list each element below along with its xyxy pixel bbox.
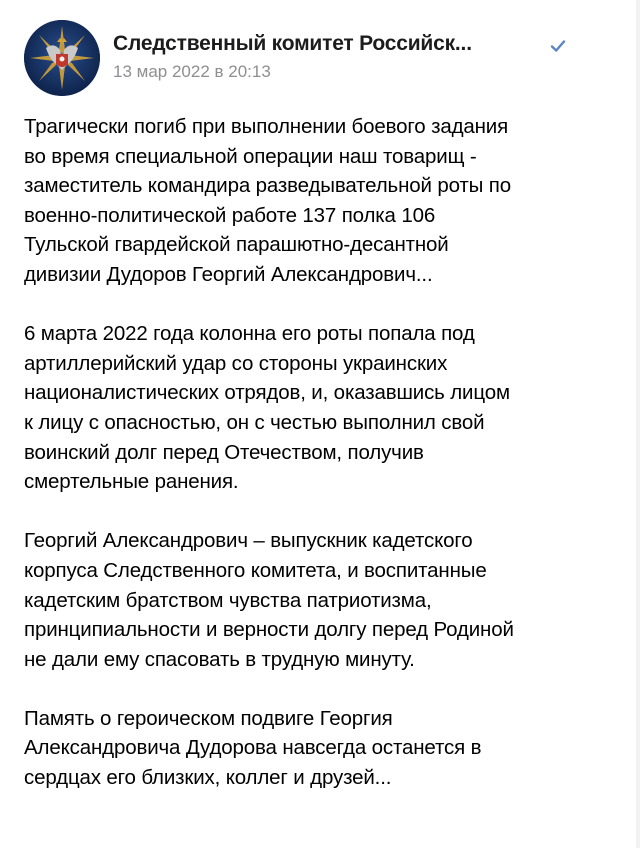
post-paragraph-2: 6 марта 2022 года колонна его роты попала под артиллерийский удар со стороны украинских националистических отрядов, и, оказавшись лицом к лицу с опасностью, он с честью выполнил свой воинский долг перед Отечеством, получив смертельные ранения. [24,322,510,494]
post-paragraph-4: Память о героическом подвиге Георгия Александровича Дудорова навсегда останется в сердцах его близких, коллег и друзей... [24,706,482,790]
emblem-icon [24,20,100,96]
scrollbar[interactable] [636,0,640,848]
post-paragraph-3: Георгий Александрович – выпускник кадетского корпуса Следственного комитета, и воспитанные кадетским братством чувства патриотизма, принципиальности и верности долгу перед Родиной не дали ему спасовать в трудную минуту. [24,529,514,671]
post-paragraph-1: Трагически погиб при выполнении боевого задания во время специальной операции наш товарищ - заместитель командира разведывательной роты по военно-политической работе 137 полка 106 Тульской гвардейской парашютно-десантной дивизии Дудоров Георгий Александрович... [24,115,511,286]
avatar[interactable] [24,20,100,96]
post-text [24,112,624,793]
post-date[interactable]: 13 мар 2022 в 20:13 [113,62,271,81]
author-name[interactable]: Следственный комитет Российск... [113,32,472,55]
post-header [24,20,624,96]
verified-check-icon [548,36,568,56]
